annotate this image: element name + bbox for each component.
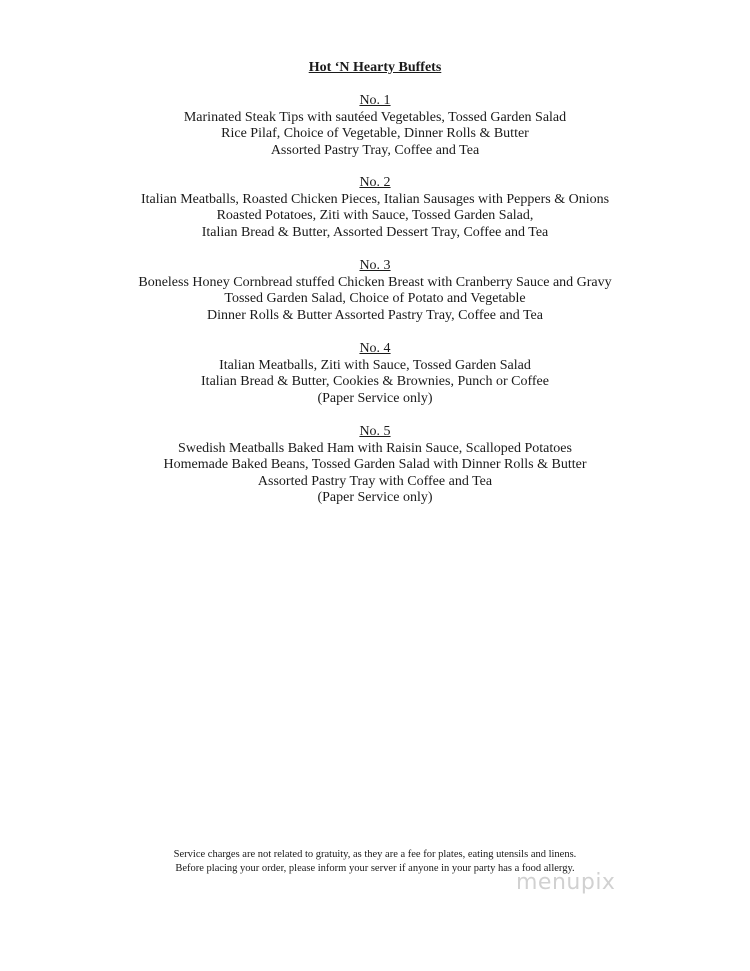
buffet-line: Swedish Meatballs Baked Ham with Raisin Sauce, Scalloped Potatoes	[178, 440, 572, 456]
buffet-line: Assorted Pastry Tray, Coffee and Tea	[270, 142, 480, 158]
buffet-number: No. 3	[359, 258, 391, 273]
buffet-line: Homemade Baked Beans, Tossed Garden Salad with Dinner Rolls & Butter	[163, 457, 587, 473]
buffet-line: Italian Meatballs, Roasted Chicken Pieces, Italian Sausages with Peppers & Onions	[140, 191, 610, 207]
buffet-line: (Paper Service only)	[317, 490, 433, 506]
buffet-number: No. 1	[359, 93, 391, 108]
buffet-4	[0, 341, 750, 407]
buffet-number: No. 2	[359, 175, 391, 190]
buffet-line: Assorted Pastry Tray with Coffee and Tea	[257, 473, 493, 489]
page-title: Hot ‘N Hearty Buffets	[308, 60, 442, 75]
footer-notice	[0, 848, 750, 876]
buffet-line: Italian Bread & Butter, Assorted Dessert Tray, Coffee and Tea	[201, 224, 549, 240]
buffet-line: Tossed Garden Salad, Choice of Potato and Vegetable	[224, 291, 526, 307]
buffet-2	[0, 175, 750, 241]
footer-line-allergy: Before placing your order, please inform your server if anyone in your party has a food allergy.	[175, 863, 575, 874]
buffet-line: Boneless Honey Cornbread stuffed Chicken Breast with Cranberry Sauce and Gravy	[138, 274, 612, 290]
buffet-3	[0, 258, 750, 324]
buffet-line: Roasted Potatoes, Ziti with Sauce, Tossed Garden Salad,	[216, 208, 534, 224]
buffet-number: No. 4	[359, 341, 391, 356]
buffet-line: Rice Pilaf, Choice of Vegetable, Dinner Rolls & Butter	[221, 126, 529, 142]
buffet-line: Italian Meatballs, Ziti with Sauce, Tossed Garden Salad	[219, 357, 531, 373]
buffet-line: (Paper Service only)	[317, 390, 433, 406]
footer-line-service-charges: Service charges are not related to gratuity, as they are a fee for plates, eating utensils and linens.	[173, 849, 577, 860]
watermark-logo: menupix	[516, 870, 616, 895]
buffet-line: Dinner Rolls & Butter Assorted Pastry Tray, Coffee and Tea	[207, 307, 543, 323]
buffet-line: Italian Bread & Butter, Cookies & Brownies, Punch or Coffee	[201, 374, 549, 390]
buffet-1	[0, 93, 750, 159]
buffet-5	[0, 424, 750, 507]
buffet-line: Marinated Steak Tips with sautéed Vegetables, Tossed Garden Salad	[183, 109, 567, 125]
buffet-number: No. 5	[359, 424, 391, 439]
